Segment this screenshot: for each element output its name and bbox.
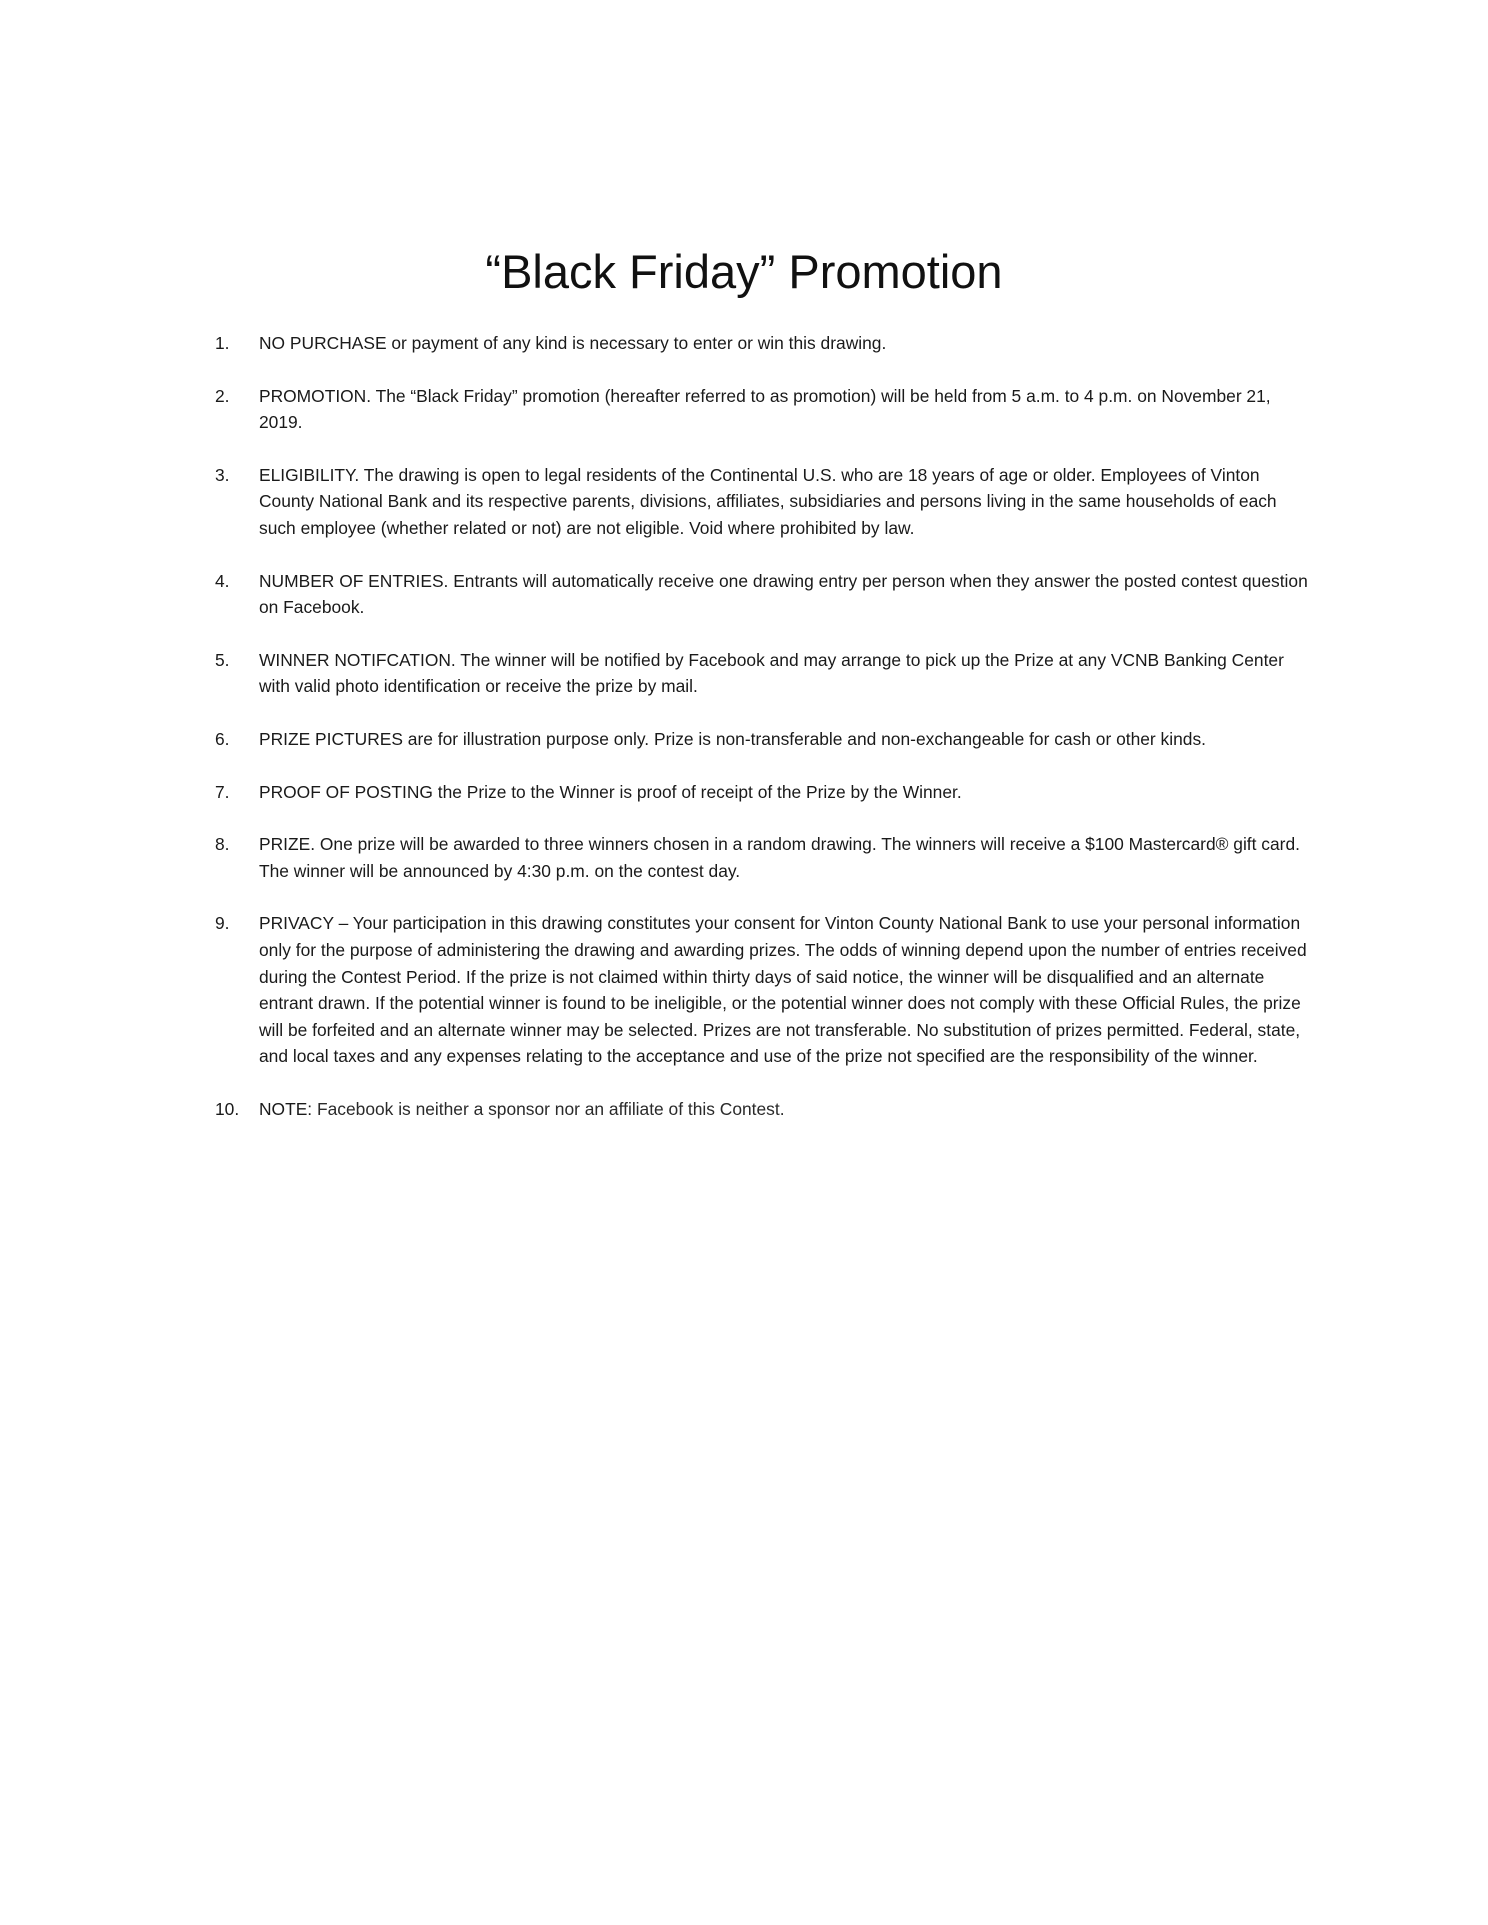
rule-item-3 bbox=[215, 462, 1310, 542]
rule-item-7 bbox=[215, 779, 1310, 806]
rule-item-1 bbox=[215, 330, 1310, 357]
rule-text: PROMOTION. The “Black Friday” promotion (hereafter referred to as promotion) will be held from 5 a.m. to 4 p.m. on November 21, 2019. bbox=[259, 385, 1271, 433]
rule-number: 9. bbox=[215, 913, 230, 934]
rule-text: NUMBER OF ENTRIES. Entrants will automatically receive one drawing entry per person when they answer the posted contest question on Facebook. bbox=[259, 570, 1308, 618]
rule-number: 3. bbox=[215, 464, 230, 485]
rule-number: 10. bbox=[215, 1098, 240, 1119]
rule-text: PRIZE. One prize will be awarded to three winners chosen in a random drawing. The winners will receive a $100 Mastercard® gift card. The winner will be announced by 4:30 p.m. on the contest day. bbox=[259, 834, 1300, 881]
rule-item-10 bbox=[215, 1096, 1310, 1123]
rule-item-9 bbox=[215, 910, 1310, 1070]
rule-item-4 bbox=[215, 568, 1310, 621]
rule-text: PRIZE PICTURES are for illustration purpose only. Prize is non-transferable and non-exchangeable for cash or other kinds. bbox=[259, 728, 1206, 749]
rule-item-6 bbox=[215, 726, 1310, 753]
rule-number: 6. bbox=[215, 728, 230, 749]
rule-item-8 bbox=[215, 831, 1310, 884]
page-title: “Black Friday” Promotion bbox=[485, 245, 1003, 298]
note-text: Facebook is neither a sponsor nor an affiliate of this Contest. bbox=[316, 1098, 785, 1119]
rule-text: NO PURCHASE or payment of any kind is necessary to enter or win this drawing. bbox=[259, 333, 887, 353]
rule-number: 4. bbox=[215, 570, 230, 591]
rule-item-2 bbox=[215, 383, 1310, 436]
rule-number: 7. bbox=[215, 781, 230, 802]
note-label: NOTE: bbox=[259, 1098, 313, 1119]
rules-list bbox=[215, 330, 1310, 1148]
rule-item-5 bbox=[215, 647, 1310, 700]
rule-number: 5. bbox=[215, 649, 230, 670]
rule-number: 1. bbox=[215, 333, 230, 353]
rule-text: PRIVACY – Your participation in this drawing constitutes your consent for Vinton County National Bank to use your personal information only for the purpose of administering the drawing and awarding prizes. The odds of winning depend upon the number of entries received during the Contest Period. If the prize is not claimed within thirty days of said notice, the winner will be disqualified and an alternate entrant drawn. If the potential winner is found to be ineligible, or the potential winner does not comply with these Official Rules, the prize will be forfeited and an alternate winner may be selected. Prizes are not transferable. No substitution of prizes permitted. Federal, state, and local taxes and any expenses relating to the acceptance and use of the prize not specified are the responsibility of the winner. bbox=[259, 913, 1307, 1067]
rule-text: PROOF OF POSTING the Prize to the Winner is proof of receipt of the Prize by the Winner. bbox=[259, 781, 962, 802]
rule-text: WINNER NOTIFCATION. The winner will be notified by Facebook and may arrange to pick up the Prize at any VCNB Banking Center with valid photo identification or receive the prize by mail. bbox=[259, 649, 1284, 697]
rule-text bbox=[259, 1096, 1310, 1123]
rule-number: 2. bbox=[215, 385, 230, 406]
rule-number: 8. bbox=[215, 834, 230, 855]
rule-text: ELIGIBILITY. The drawing is open to legal residents of the Continental U.S. who are 18 years of age or older. Employees of Vinton County National Bank and its respective parents, divisions, affiliates, subsidiaries and persons living in the same households of each such employee (whether related or not) are not eligible. Void where prohibited by law. bbox=[259, 464, 1277, 538]
